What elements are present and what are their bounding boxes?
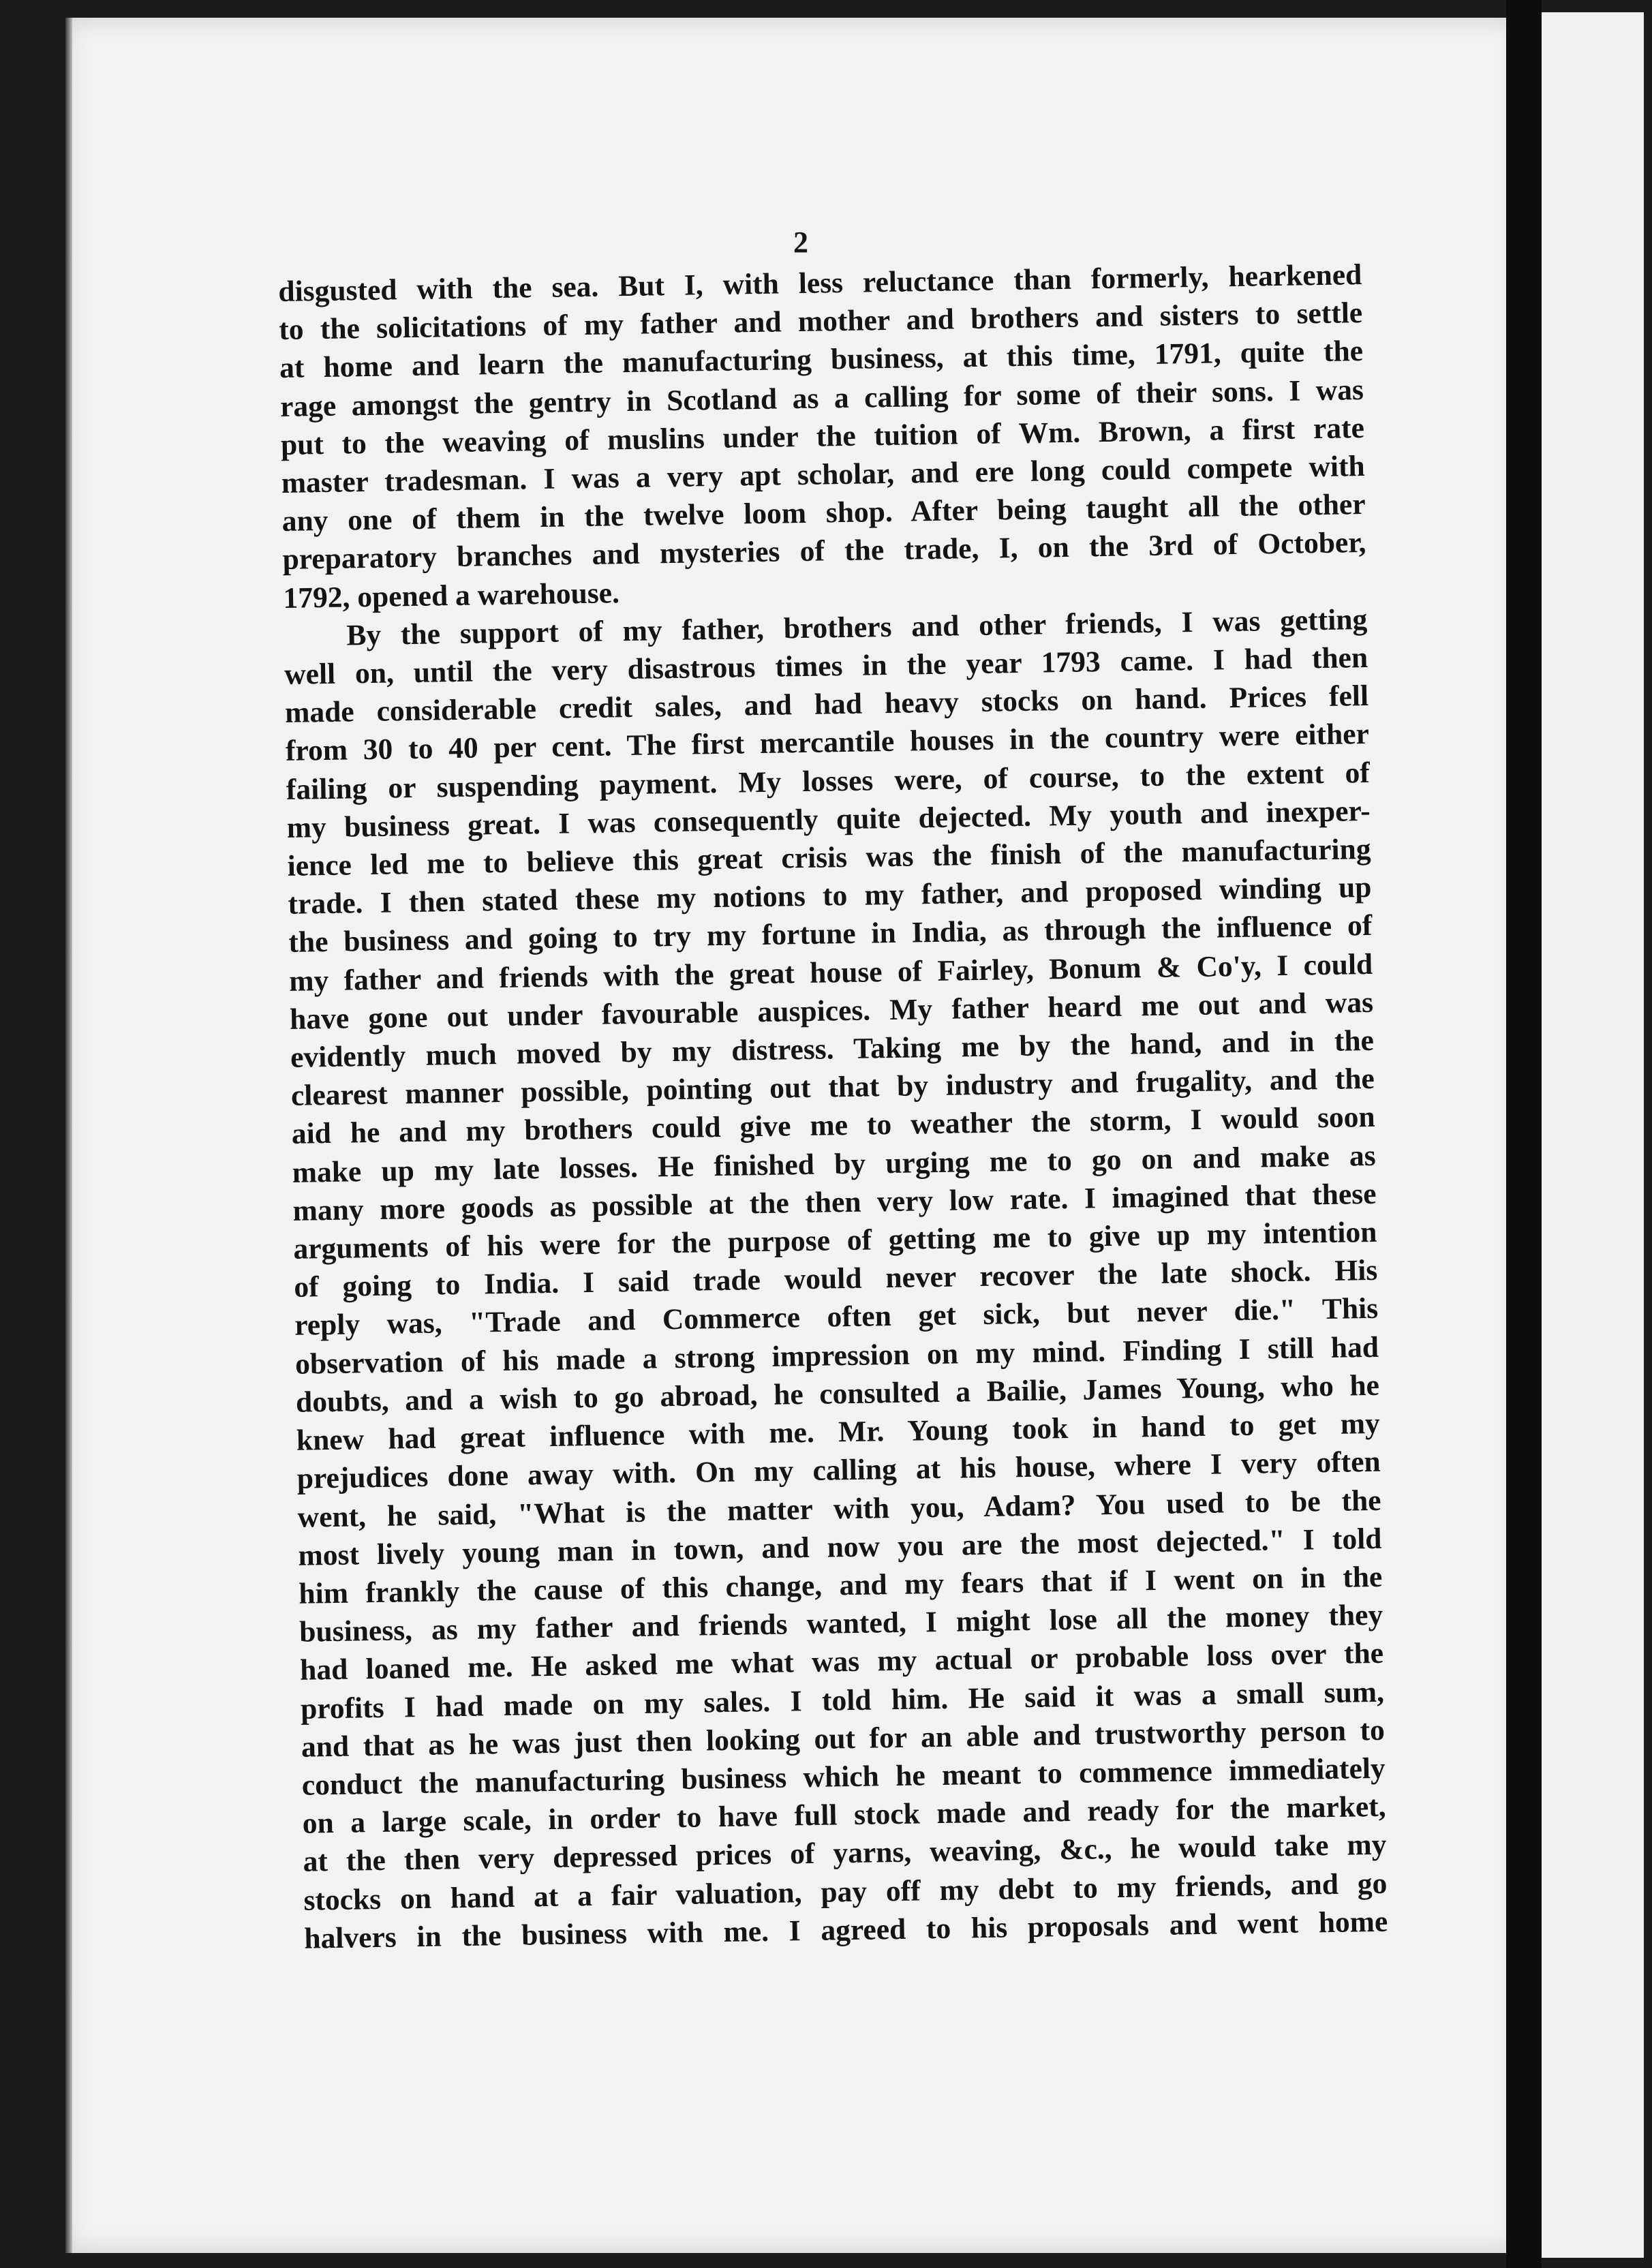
text-line: on a large scale, in order to have full stock made and ready for the market, — [302, 1790, 1386, 1840]
text-line: stocks on hand at a fair valuation, pay off my debt to my friends, and go — [303, 1867, 1388, 1917]
text-line: made considerable credit sales, and had heavy stocks on hand. Prices fell — [284, 679, 1369, 730]
text-line: to the solicitations of my father and mother and brothers and sisters to settle — [278, 296, 1363, 347]
text-line: observation of his made a strong impression on my mind. Finding I still had — [294, 1330, 1379, 1381]
page-gutter — [1506, 0, 1542, 2268]
text-line: of going to India. I said trade would never recover the late shock. His — [294, 1254, 1378, 1304]
text-line: By the support of my father, brothers and other friends, I was getting — [346, 602, 1368, 652]
text-line: any one of them in the twelve loom shop. After being taught all the other — [281, 488, 1366, 538]
text-line: trade. I then stated these my notions to my father, and proposed winding up — [288, 871, 1372, 921]
text-line: most lively young man in town, and now you are the most dejected." I told — [298, 1522, 1382, 1572]
body-text — [278, 256, 1388, 1958]
text-line: clearest manner possible, pointing out that by industry and frugality, and the — [290, 1062, 1375, 1113]
text-line: 1792, opened a warehouse. — [283, 576, 620, 615]
text-line: prejudices done away with. On my calling at his house, where I very often — [296, 1445, 1381, 1496]
text-line: failing or suspending payment. My losses were, of course, to the extent of — [286, 756, 1371, 806]
text-line: ience led me to believe this great crisis was the finish of the manufacturing — [287, 832, 1371, 883]
text-line: the business and going to try my fortune in India, as through the influence of — [288, 909, 1373, 960]
paragraph — [278, 256, 1367, 617]
text-line: aid he and my brothers could give me to weather the storm, I would soon — [291, 1101, 1376, 1151]
adjacent-page-edge — [1542, 12, 1644, 2258]
text-line: have gone out under favourable auspices. My father heard me out and was — [289, 985, 1374, 1036]
text-line: conduct the manufacturing business which he meant to commence immediately — [301, 1751, 1386, 1802]
text-line: profits I had made on my sales. I told him. He said it was a small sum, — [300, 1675, 1385, 1726]
text-line: knew had great influence with me. Mr. Young took in hand to get my — [296, 1407, 1381, 1457]
text-line: my business great. I was consequently quite dejected. My youth and inexper- — [286, 794, 1371, 844]
text-line: well on, until the very disastrous times in the year 1793 came. I had then — [284, 641, 1368, 691]
text-line: preparatory branches and mysteries of the trade, I, on the 3rd of October, — [282, 526, 1366, 577]
text-line: doubts, and a wish to go abroad, he consulted a Bailie, James Young, who he — [295, 1368, 1380, 1419]
text-line: reply was, "Trade and Commerce often get sick, but never die." This — [294, 1292, 1379, 1343]
text-line: him frankly the cause of this change, and my fears that if I went on in the — [299, 1560, 1383, 1610]
text-line: evidently much moved by my distress. Taking me by the hand, and in the — [290, 1024, 1375, 1074]
text-line: rage amongst the gentry in Scotland as a calling for some of their sons. I was — [279, 373, 1364, 423]
text-line: at the then very depressed prices of yarns, weaving, &c., he would take my — [303, 1828, 1387, 1879]
page-number: 2 — [793, 226, 808, 259]
text-line: many more goods as possible at the then very low rate. I imagined that these — [292, 1177, 1377, 1227]
text-line: business, as my father and friends wanted, I might lose all the money they — [299, 1598, 1383, 1649]
text-line: at home and learn the manufacturing business, at this time, 1791, quite the — [279, 335, 1364, 385]
text-line: put to the weaving of muslins under the tuition of Wm. Brown, a first rate — [280, 411, 1365, 461]
page-left-edge — [65, 18, 72, 2253]
text-line: had loaned me. He asked me what was my actual or probable loss over the — [299, 1637, 1384, 1687]
text-line: make up my late losses. He finished by urging me to go on and make as — [292, 1139, 1376, 1189]
text-line: master tradesman. I was a very apt scholar, and ere long could compete with — [281, 450, 1366, 500]
text-line: from 30 to 40 per cent. The first mercantile houses in the country were either — [285, 718, 1370, 768]
paragraph — [284, 600, 1388, 1958]
text-line: halvers in the business with me. I agreed to his proposals and went home — [304, 1905, 1388, 1955]
text-line: arguments of his were for the purpose of getting me to give up my intention — [293, 1215, 1377, 1266]
text-line: went, he said, "What is the matter with you, Adam? You used to be the — [297, 1484, 1381, 1534]
text-line: and that as he was just then looking out for an able and trustworthy person to — [301, 1713, 1386, 1764]
text-line: my father and friends with the great house of Fairley, Bonum & Co'y, I could — [288, 947, 1373, 998]
text-line: disgusted with the sea. But I, with less reluctance than formerly, hearkened — [278, 258, 1362, 308]
